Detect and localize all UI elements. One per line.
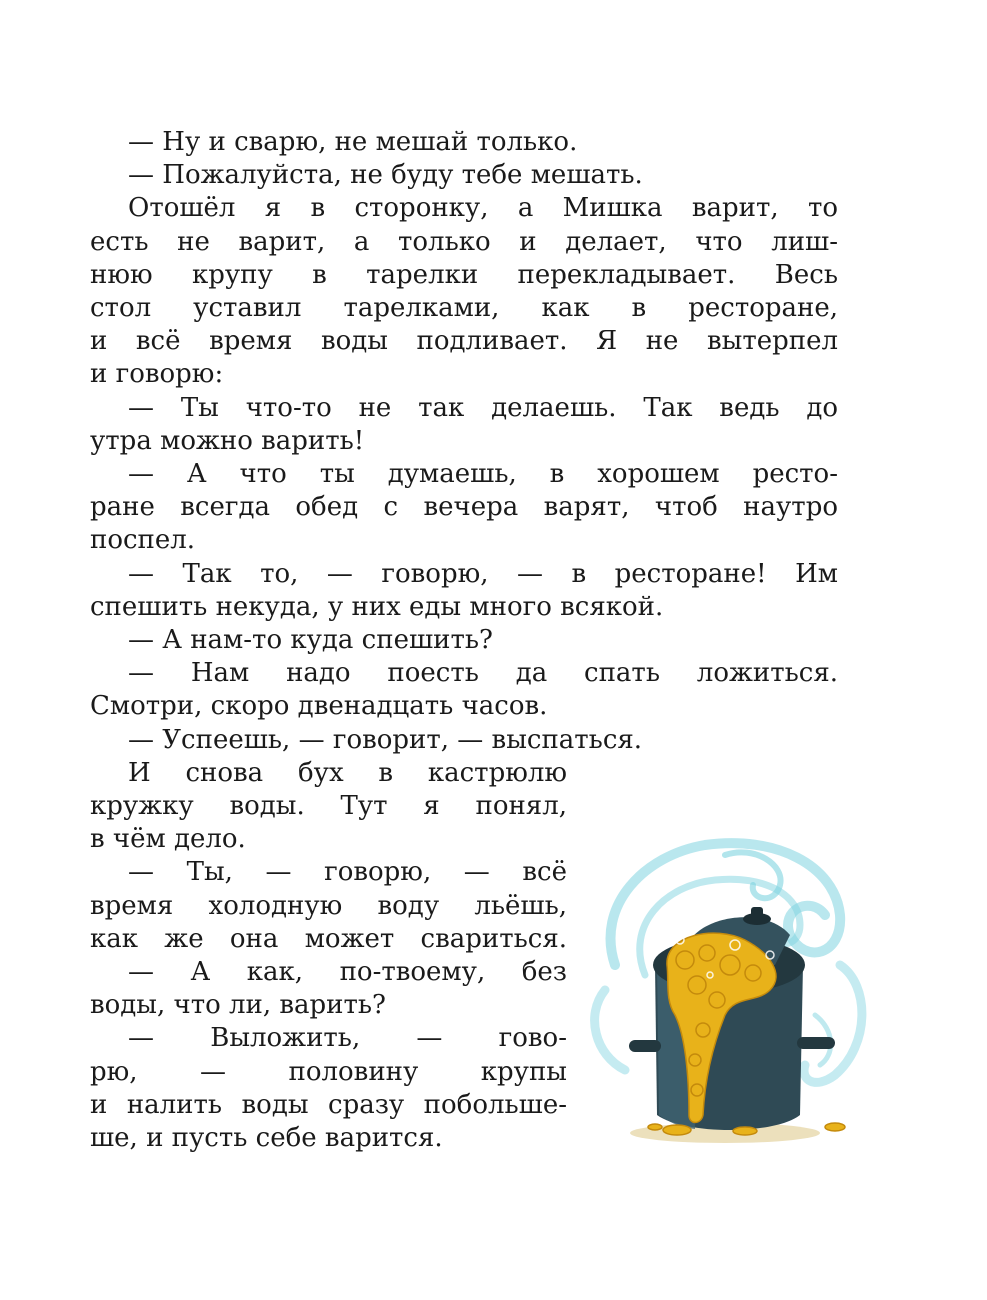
text-line: — Ну и сварю, не мешай только.	[128, 127, 578, 157]
text-line: — Нам надо поесть да спать ложиться.	[128, 658, 838, 688]
text-line: и налить воды сразу побольше-	[90, 1090, 567, 1120]
text-line: ране всегда обед с вечера варят, чтоб наутро	[90, 492, 838, 522]
text-line: — Выложить, — гово-	[128, 1023, 567, 1053]
text-line: рю, — половину крупы	[90, 1057, 567, 1087]
text-line: ше, и пусть себе варится.	[90, 1123, 443, 1153]
text-line: Отошёл я в сторонку, а Мишка варит, то	[128, 193, 838, 223]
text-line: стол уставил тарелками, как в ресторане,	[90, 293, 838, 323]
text-line: воды, что ли, варить?	[90, 990, 386, 1020]
text-line: кружку воды. Тут я понял,	[90, 791, 567, 821]
text-line: и всё время воды подливает. Я не вытерпел	[90, 326, 838, 356]
text-line: — А нам-то куда спешить?	[128, 625, 493, 655]
text-line: — А что ты думаешь, в хорошем ресто-	[128, 459, 838, 489]
text-line: как же она может свариться.	[90, 924, 567, 954]
text-line: время холодную воду льёшь,	[90, 891, 567, 921]
text-line: — Ты, — говорю, — всё	[128, 857, 567, 887]
text-line: И снова бух в кастрюлю	[128, 758, 567, 788]
text-line: — Ты что-то не так делаешь. Так ведь до	[128, 393, 838, 423]
text-line: утра можно варить!	[90, 426, 365, 456]
text-line: — Успеешь, — говорит, — выспаться.	[128, 725, 643, 755]
text-line: в чём дело.	[90, 824, 246, 854]
text-line: — Так то, — говорю, — в ресторане! Им	[128, 559, 838, 589]
text-line: и говорю:	[90, 359, 224, 389]
text-line: — Пожалуйста, не буду тебе мешать.	[128, 160, 643, 190]
text-line: Смотри, скоро двенадцать часов.	[90, 691, 548, 721]
text-line: спешить некуда, у них еды много всякой.	[90, 592, 664, 622]
text-line: поспел.	[90, 525, 196, 555]
text-line: есть не варит, а только и делает, что лиш-	[90, 227, 838, 257]
text-line: нюю крупу в тарелки перекладывает. Весь	[90, 260, 838, 290]
boiling-pot-illustration	[585, 815, 875, 1155]
text-line: — А как, по-твоему, без	[128, 957, 567, 987]
